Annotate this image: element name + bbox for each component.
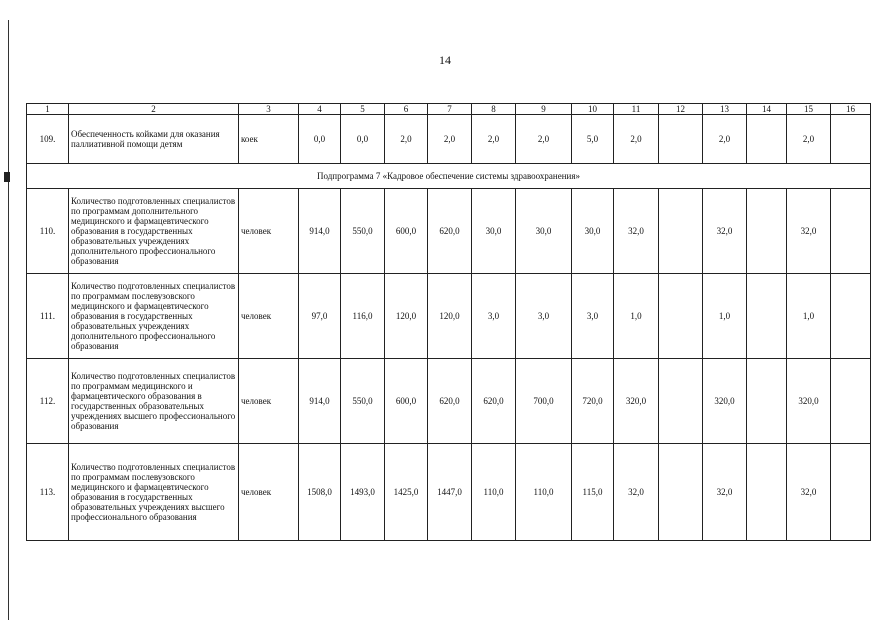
row-number: 109.	[27, 115, 69, 164]
value-cell: 550,0	[341, 359, 385, 444]
value-cell	[659, 359, 703, 444]
value-cell	[659, 189, 703, 274]
value-cell: 120,0	[385, 274, 428, 359]
value-cell: 700,0	[516, 359, 572, 444]
column-header: 4	[299, 104, 341, 115]
value-cell: 2,0	[787, 115, 831, 164]
value-cell: 2,0	[472, 115, 516, 164]
row-number: 111.	[27, 274, 69, 359]
value-cell: 1447,0	[428, 444, 472, 541]
value-cell	[747, 444, 787, 541]
column-header: 10	[572, 104, 614, 115]
indicators-table	[26, 103, 871, 541]
value-cell: 3,0	[572, 274, 614, 359]
value-cell: 120,0	[428, 274, 472, 359]
subprogram-row	[27, 164, 871, 189]
column-header: 16	[831, 104, 871, 115]
value-cell: 1508,0	[299, 444, 341, 541]
value-cell: 0,0	[341, 115, 385, 164]
row-number: 113.	[27, 444, 69, 541]
indicator-name: Количество подготовленных специалистов по программам дополнительного медицинского и фармацевтического образования в государственных образовательных учреждениях дополнительного профессионального образования	[69, 189, 239, 274]
column-header: 3	[239, 104, 299, 115]
column-header: 5	[341, 104, 385, 115]
value-cell: 914,0	[299, 359, 341, 444]
value-cell: 620,0	[428, 359, 472, 444]
unit-of-measure: человек	[239, 444, 299, 541]
indicator-name: Количество подготовленных специалистов по программам послевузовского медицинского и фармацевтического образования в государственных образовательных учреждениях дополнительного профессионального образования	[69, 274, 239, 359]
scan-left-rule	[8, 20, 9, 620]
table-row	[27, 115, 871, 164]
value-cell: 1,0	[703, 274, 747, 359]
value-cell	[747, 189, 787, 274]
value-cell: 2,0	[614, 115, 659, 164]
column-header: 14	[747, 104, 787, 115]
unit-of-measure: коек	[239, 115, 299, 164]
value-cell: 110,0	[472, 444, 516, 541]
value-cell	[747, 115, 787, 164]
value-cell: 720,0	[572, 359, 614, 444]
column-header: 8	[472, 104, 516, 115]
value-cell	[831, 359, 871, 444]
value-cell: 1493,0	[341, 444, 385, 541]
value-cell: 32,0	[614, 189, 659, 274]
value-cell: 0,0	[299, 115, 341, 164]
value-cell: 914,0	[299, 189, 341, 274]
value-cell: 320,0	[787, 359, 831, 444]
value-cell: 32,0	[703, 444, 747, 541]
value-cell: 110,0	[516, 444, 572, 541]
value-cell: 2,0	[428, 115, 472, 164]
value-cell: 320,0	[614, 359, 659, 444]
value-cell: 2,0	[385, 115, 428, 164]
value-cell	[747, 274, 787, 359]
column-header: 6	[385, 104, 428, 115]
value-cell: 32,0	[614, 444, 659, 541]
value-cell	[659, 274, 703, 359]
unit-of-measure: человек	[239, 274, 299, 359]
indicator-name: Количество подготовленных специалистов по программам послевузовского медицинского и фармацевтического образования в государственных образовательных учреждениях высшего профессионального образования	[69, 444, 239, 541]
value-cell: 30,0	[472, 189, 516, 274]
column-header: 1	[27, 104, 69, 115]
value-cell: 97,0	[299, 274, 341, 359]
value-cell: 2,0	[516, 115, 572, 164]
value-cell	[831, 274, 871, 359]
subprogram-title: Подпрограмма 7 «Кадровое обеспечение системы здравоохранения»	[27, 164, 871, 189]
value-cell: 620,0	[472, 359, 516, 444]
value-cell: 2,0	[703, 115, 747, 164]
indicator-name: Обеспеченность койками для оказания паллиативной помощи детям	[69, 115, 239, 164]
value-cell	[831, 444, 871, 541]
value-cell	[659, 115, 703, 164]
column-header: 2	[69, 104, 239, 115]
table-row	[27, 274, 871, 359]
value-cell: 32,0	[703, 189, 747, 274]
value-cell: 620,0	[428, 189, 472, 274]
value-cell: 320,0	[703, 359, 747, 444]
value-cell: 32,0	[787, 189, 831, 274]
table-row	[27, 444, 871, 541]
value-cell	[747, 359, 787, 444]
row-number: 110.	[27, 189, 69, 274]
column-header: 13	[703, 104, 747, 115]
value-cell: 1,0	[614, 274, 659, 359]
value-cell: 3,0	[472, 274, 516, 359]
value-cell: 30,0	[516, 189, 572, 274]
value-cell: 3,0	[516, 274, 572, 359]
column-header: 15	[787, 104, 831, 115]
unit-of-measure: человек	[239, 359, 299, 444]
indicator-name: Количество подготовленных специалистов по программам медицинского и фармацевтического образования в государственных образовательных учреждениях высшего профессионального образования	[69, 359, 239, 444]
column-header: 12	[659, 104, 703, 115]
value-cell: 550,0	[341, 189, 385, 274]
scan-mark	[4, 172, 10, 182]
value-cell: 1425,0	[385, 444, 428, 541]
table-row	[27, 189, 871, 274]
table-row	[27, 359, 871, 444]
unit-of-measure: человек	[239, 189, 299, 274]
value-cell: 30,0	[572, 189, 614, 274]
row-number: 112.	[27, 359, 69, 444]
value-cell: 600,0	[385, 359, 428, 444]
column-header: 7	[428, 104, 472, 115]
value-cell: 32,0	[787, 444, 831, 541]
value-cell: 116,0	[341, 274, 385, 359]
column-header: 11	[614, 104, 659, 115]
value-cell	[831, 115, 871, 164]
value-cell: 1,0	[787, 274, 831, 359]
value-cell	[659, 444, 703, 541]
column-header: 9	[516, 104, 572, 115]
value-cell: 600,0	[385, 189, 428, 274]
column-number-row	[27, 104, 871, 115]
value-cell: 5,0	[572, 115, 614, 164]
page-number: 14	[439, 53, 451, 67]
value-cell: 115,0	[572, 444, 614, 541]
value-cell	[831, 189, 871, 274]
